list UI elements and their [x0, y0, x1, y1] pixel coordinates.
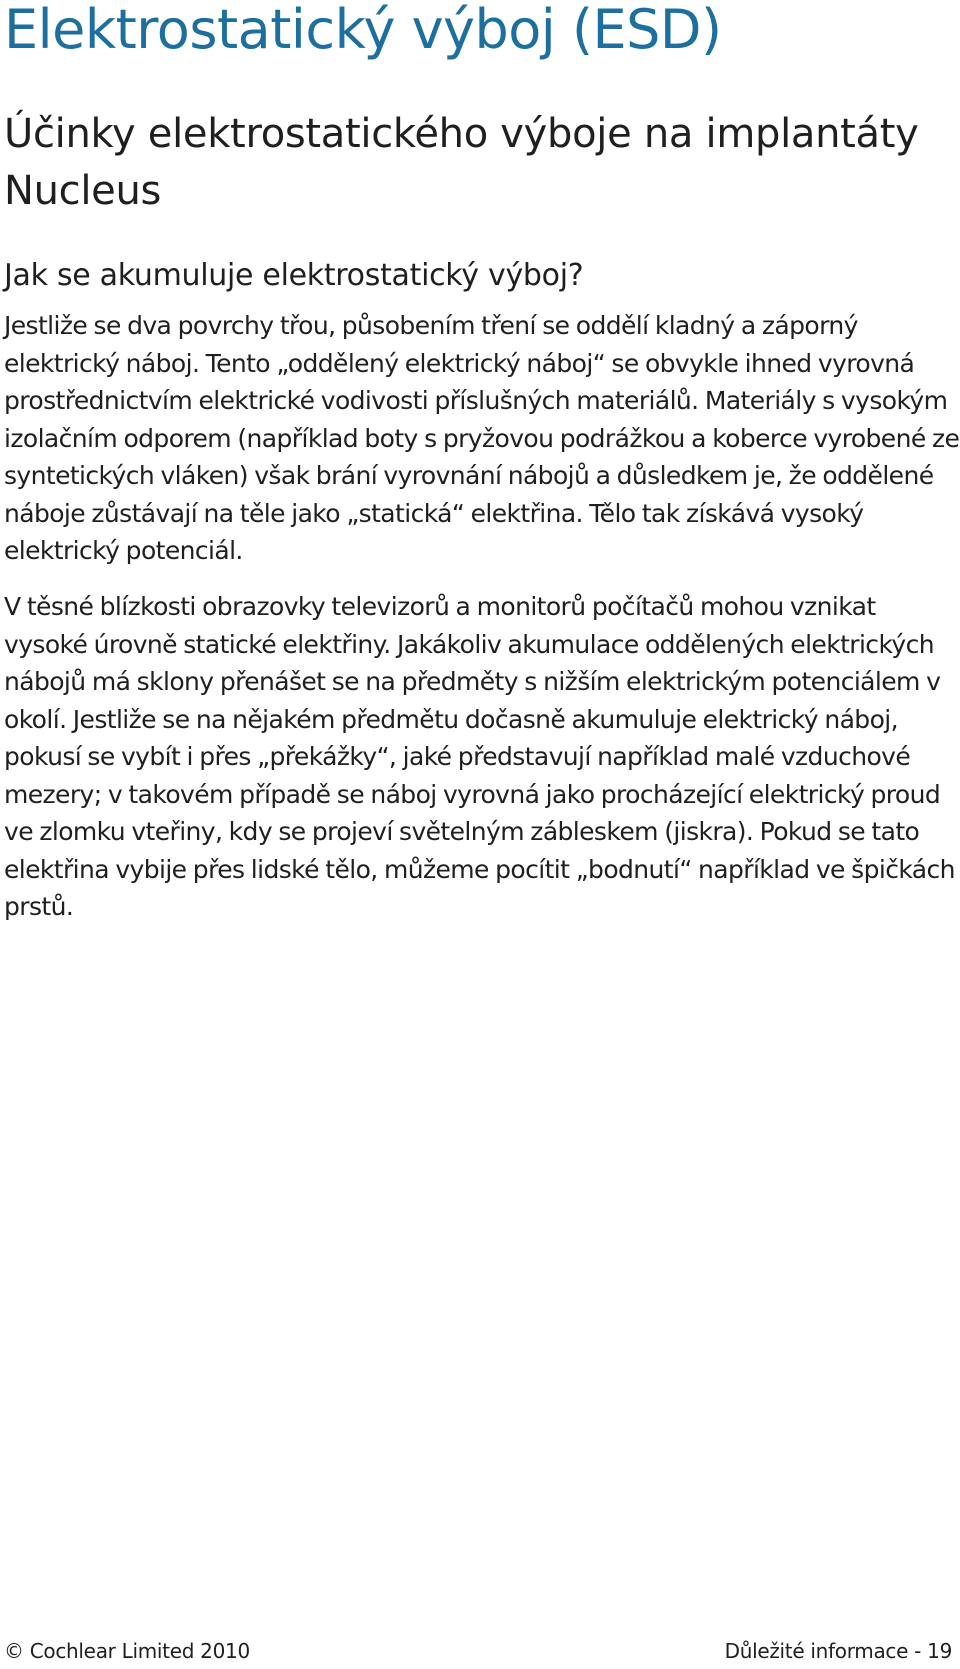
footer-copyright: © Cochlear Limited 2010 [4, 1639, 250, 1663]
footer-page-label: Důležité informace - 19 [724, 1639, 952, 1663]
body-paragraph-2: V těsné blízkosti obrazovky televizorů a monitorů počítačů mohou vznikat vysoké úrovně statické elektřiny. Jakákoliv akumulace oddělených elektrických nábojů má sklony přenášet se na předměty s nižším elektrickým potenciálem v okolí. Jestliže se na nějakém předmětu dočasně akumuluje elektrický náboj, pokusí se vybít i přes „překážky“, jaké představují například malé vzduchové mezery; v takovém případě se náboj vyrovná jako procházející elektrický proud ve zlomku vteřiny, kdy se projeví světelným zábleskem (jiskra). Pokud se tato elektřina vybije přes lidské tělo, můžeme pocítit „bodnutí“ například ve špičkách prstů. [4, 592, 955, 921]
page-title: Elektrostatický výboj (ESD) [4, 0, 722, 61]
section-heading: Účinky elektrostatického výboje na implantáty Nucleus [4, 111, 919, 214]
body-paragraph-1: Jestliže se dva povrchy třou, působením tření se oddělí kladný a záporný elektrický náboj. Tento „oddělený elektrický náboj“ se obvykle ihned vyrovná prostřednictvím elektrické vodivosti příslušných materiálů. Materiály s vysokým izolačním odporem (například boty s pryžovou podrážkou a koberce vyrobené ze syntetických vláken) však brání vyrovnání nábojů a důsledkem je, že oddělené náboje zůstávají na těle jako „statická“ elektřina. Tělo tak získává vysoký elektrický potenciál. [4, 311, 960, 565]
subsection-heading: Jak se akumuluje elektrostatický výboj? [4, 258, 584, 293]
